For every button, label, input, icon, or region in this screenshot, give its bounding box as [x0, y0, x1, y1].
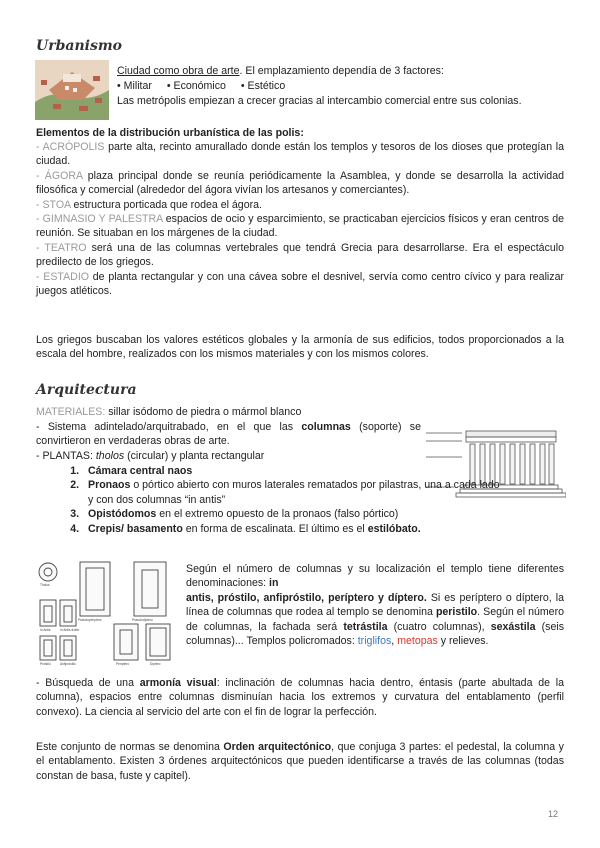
plan-label-in-antis-doble: In Antis doble	[60, 628, 80, 632]
bullet-icon: •	[240, 80, 248, 92]
step-pronaos	[82, 478, 502, 507]
text-gimnasio: espacios de ocio y esparcimiento, se practicaban ejercicios físicos y eran centros de reunión. Se situaban en los márgenes de la ciudad.	[36, 213, 564, 240]
item-estadio	[36, 270, 564, 299]
sistema-columnas: columnas	[301, 421, 351, 433]
step-3-text: en el extremo opuesto de la pronaos (falso pórtico)	[156, 508, 399, 521]
item-teatro	[36, 241, 564, 270]
step-naos	[82, 464, 502, 478]
orden-text-a: Este conjunto de normas se denomina	[36, 741, 224, 753]
bullet-icon: •	[117, 80, 124, 92]
intro-heading: Ciudad como obra de arte	[117, 65, 240, 77]
armonia-text-c: : inclinación de columnas hacia dentro, éntasis (parte abultada de la columna), espacios entre columnas disminuían hacia los extremos y curvatura del entablamento (perfil convexo). La ciencia al servicio del arte con el fin de lograr la perfección.	[36, 677, 564, 718]
term-teatro: - TEATRO	[36, 241, 87, 254]
step-1-naos: naos	[167, 465, 193, 477]
materiales-text: sillar isódomo de piedra o mármol blanco	[105, 406, 302, 418]
plan-label-prostilo: Próstilo	[40, 662, 51, 666]
plan-label-pseudodiptero: Pseudodíptero	[132, 618, 153, 622]
item-stoa	[36, 198, 564, 212]
temple-comma: ,	[391, 635, 398, 648]
section-title-urbanismo: Urbanismo	[36, 38, 122, 54]
temple-text-e: (seis columnas)... Templos policromados:	[186, 620, 564, 648]
plantas-text-a: - PLANTAS:	[36, 450, 96, 462]
intro-rest: . El emplazamiento dependía de 3 factores:	[239, 65, 444, 77]
plan-label-periptero: Períptero	[116, 662, 130, 666]
factor-list	[117, 79, 285, 93]
term-gimnasio: - GIMNASIO Y PALESTRA	[36, 213, 163, 226]
bullet-icon: •	[166, 80, 174, 92]
step-2-text: o pórtico abierto con muros laterales rematados por pilastras, una a cada lado y con dos columnas “in antis”	[88, 479, 500, 506]
step-opistodomos	[82, 507, 502, 521]
step-4-bold: Crepis/ basamento	[88, 522, 183, 535]
item-gimnasio	[36, 212, 564, 241]
values-paragraph: Los griegos buscaban los valores estéticos globales y la armonía de sus edificios, todos proporcionados a la escala del hombre, realizados con los mismos materiales y con los mismos colores.	[36, 334, 564, 361]
armonia-paragraph	[36, 676, 564, 719]
materiales-line	[36, 405, 301, 419]
step-2-bold: Pronaos	[88, 479, 131, 492]
plan-label-in-antis: In Antis	[40, 628, 51, 632]
temple-peristilo: peristilo	[435, 606, 478, 619]
plantas-tholos: tholos	[95, 450, 125, 462]
plantas-steps	[36, 464, 502, 536]
item-acropolis	[36, 140, 564, 169]
item-agora	[36, 169, 564, 198]
section-title-arquitectura: Arquitectura	[36, 382, 137, 398]
temple-text-c: . Según el número de columnas, la fachada será	[186, 606, 564, 633]
factor-estetico: Estético	[247, 80, 286, 92]
temple-plans-diagram	[34, 558, 176, 666]
page-number: 12	[548, 809, 559, 819]
text-acropolis: parte alta, recinto amurallado donde están los templos y tesoros de los dioses que protegían la ciudad.	[36, 141, 564, 168]
temple-sexastila: sexástila	[490, 620, 536, 633]
text-estadio: de planta rectangular y con una cávea sobre el desnivel, servía como centro cívico y para realizar juegos atléticos.	[36, 270, 565, 298]
plan-label-anfiprostilo: Anfipróstilo	[60, 662, 76, 666]
term-stoa: - STOA	[36, 198, 71, 211]
temple-text-d: (cuatro columnas),	[387, 620, 491, 633]
step-1-bold: Cámara central	[88, 465, 168, 477]
step-3-bold: Opistódomos	[88, 508, 157, 521]
polis-elements	[36, 140, 564, 298]
temple-in: in	[269, 577, 279, 590]
plantas-line	[36, 449, 264, 463]
text-stoa: estructura porticada que rodea el ágora.	[70, 198, 262, 211]
term-acropolis: - ACRÓPOLIS	[36, 141, 105, 153]
metropolis-text: Las metrópolis empiezan a crecer gracias al intercambio comercial entre sus colonias.	[117, 95, 522, 107]
step-crepis	[82, 522, 502, 536]
temple-text-b: Si es períptero o díptero, la línea de columnas que rodea al templo se denomina	[186, 591, 565, 619]
temple-types: antis, próstilo, anfipróstilo, períptero y díptero.	[186, 591, 427, 604]
temple-tetrastila: tetrástila	[343, 620, 388, 633]
sistema-paragraph	[36, 420, 421, 449]
plantas-text-b: (circular) y planta rectangular	[124, 450, 265, 462]
temple-types-paragraph	[186, 562, 564, 648]
plan-label-tholos: Tholos	[40, 583, 50, 587]
term-estadio: - ESTADIO	[36, 270, 90, 283]
temple-text-a: Según el número de columnas y su localización el templo tiene diferentes denominaciones:	[186, 563, 564, 590]
plan-label-pseudoperiptero: Pseudoperíptero	[78, 618, 102, 622]
factor-militar: Militar	[123, 80, 152, 92]
orden-bold: Orden arquitectónico	[223, 741, 332, 753]
plan-label-diptero: Díptero	[150, 662, 161, 666]
city-illustration	[35, 60, 109, 120]
sistema-text-a: - Sistema adintelado/arquitrabado, en el que las	[36, 421, 302, 433]
temple-metopas: metopas	[397, 635, 438, 648]
text-agora: plaza principal donde se reunía periódicamente la Asamblea, y donde se desarrolla la actividad filosófica y comercial (alrededor del ágora vivían los artesanos y comerciantes).	[36, 169, 564, 197]
text-teatro: será una de las columnas vertebrales que tendrá Grecia para desarrollarse. Era el espectáculo predilecto de los griegos.	[36, 241, 564, 269]
temple-triglifos: triglifos	[357, 635, 392, 648]
armonia-bold: armonía visual	[139, 677, 217, 689]
factor-economico: Económico	[173, 80, 226, 92]
armonia-text-a: - Búsqueda de una	[36, 677, 140, 689]
sistema-text-b: (soporte) se convirtieron en verdaderas obras de arte.	[36, 421, 421, 448]
orden-text-c: , que conjuga 3 partes: el pedestal, la columna y el entablamento. Existen 3 órdenes arquitectónicos que pueden identificarse a través de las columnas (todas constan de basa, fuste y capitel).	[36, 741, 564, 782]
temple-text-f: y relieves.	[437, 635, 489, 648]
elements-heading: Elementos de la distribución urbanística de las polis:	[36, 127, 304, 139]
orden-paragraph	[36, 740, 564, 783]
step-4-stilobato: estilóbato.	[367, 522, 421, 535]
intro-line	[117, 64, 557, 78]
step-4-text: en forma de escalinata. El último es el	[182, 522, 368, 535]
materiales-term: MATERIALES:	[36, 406, 106, 418]
term-agora: - ÁGORA	[36, 169, 83, 182]
